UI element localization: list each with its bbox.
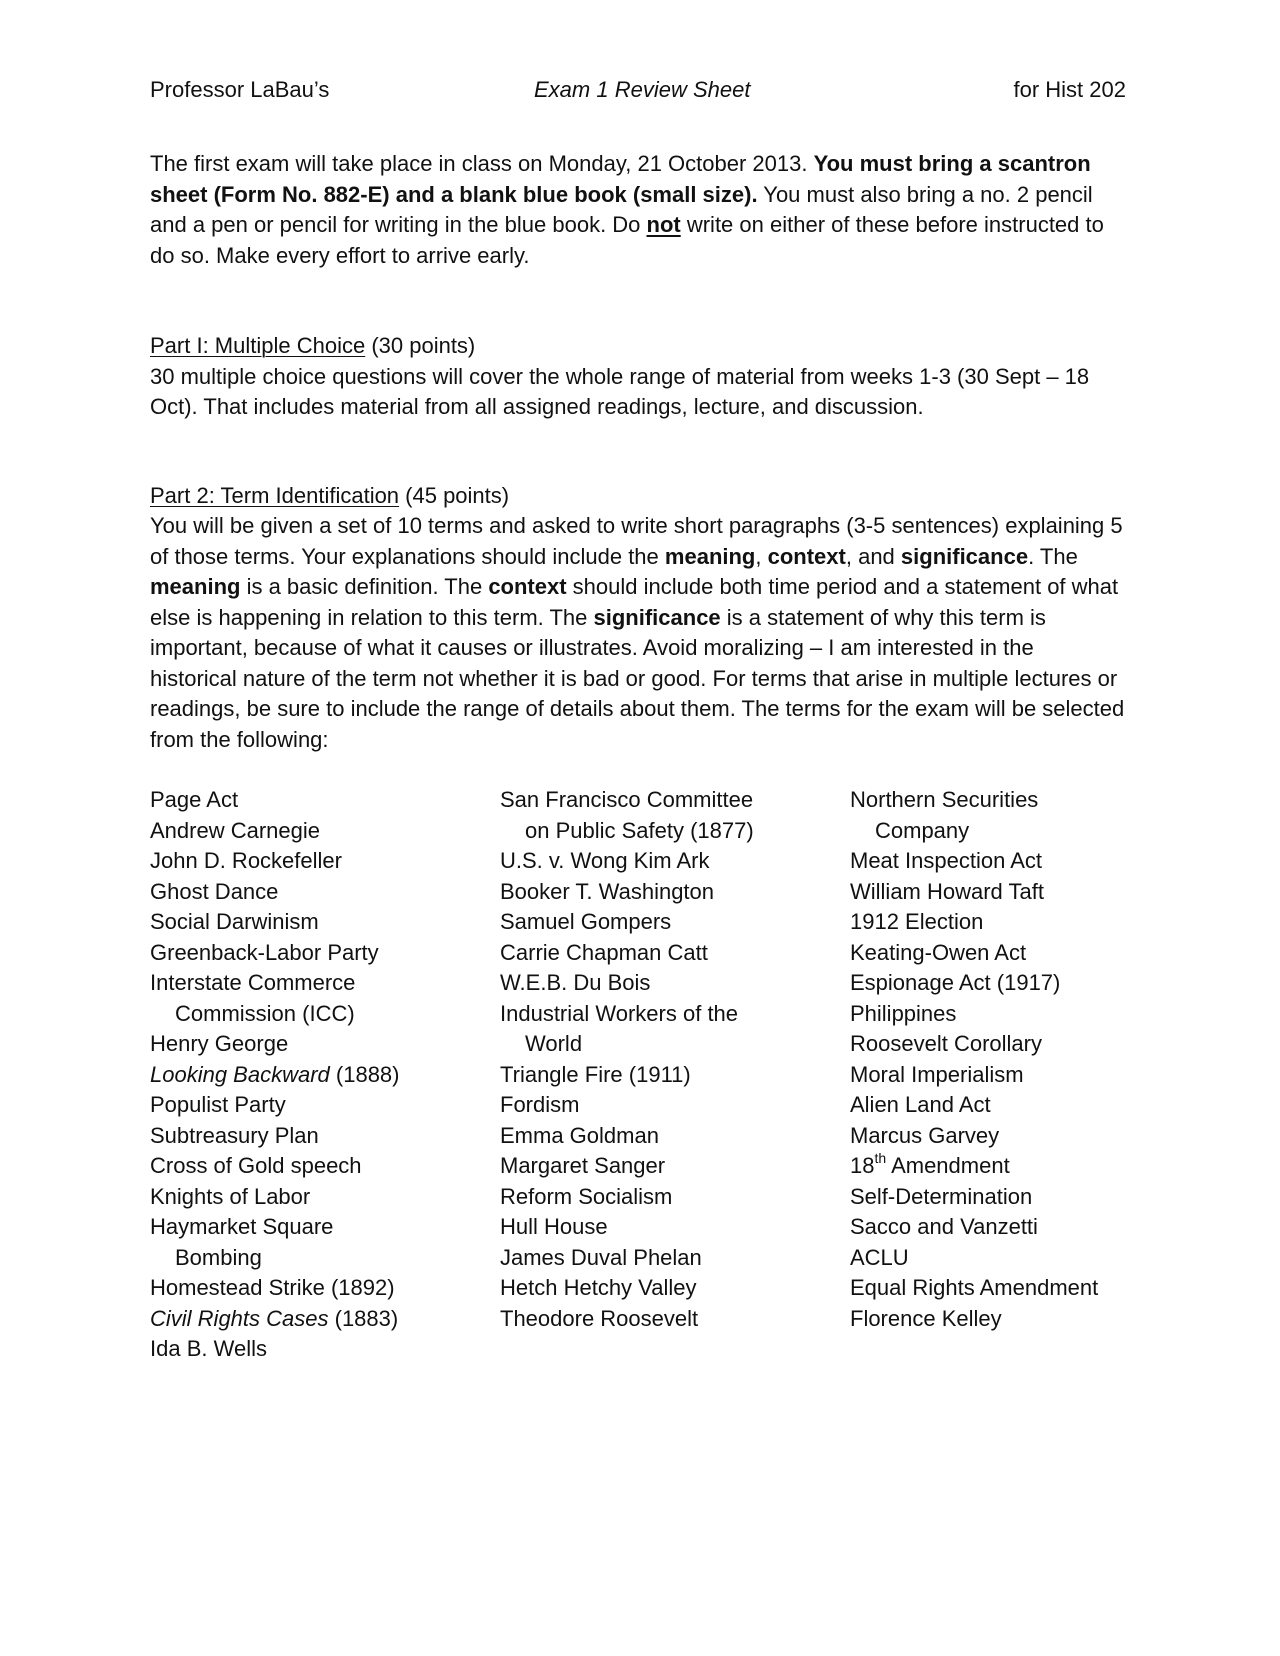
term-item-continuation [500, 816, 850, 847]
term-item: William Howard Taft [850, 878, 1044, 904]
term-italic-title: Looking Backward [150, 1061, 330, 1087]
part1-body: 30 multiple choice questions will cover the whole range of material from weeks 1-3 (30 Sept – 18 Oct). That includes material from all assigned readings, lecture, and discussion. [150, 363, 1090, 419]
term-superscript: th [874, 1149, 887, 1166]
header-course: for Hist 202 [1013, 77, 1126, 102]
term-item-continuation [150, 999, 500, 1030]
term-continuation-text: on Public Safety (1877) [525, 817, 754, 843]
intro-bold-requirement: You must bring a scantron sheet (Form No. 882-E) and a blank blue book (small size). [150, 151, 1091, 207]
term-item-continuation [850, 816, 1126, 847]
intro-text-2: You must also bring a no. 2 pencil and a pen or pencil for writing in the blue book. Do [150, 181, 1093, 237]
term-continuation-text: Commission (ICC) [175, 1000, 355, 1026]
term-continuation-text: Company [875, 817, 970, 843]
term-item: Equal Rights Amendment [850, 1275, 1099, 1300]
part2-points: (45 points) [399, 482, 510, 508]
terms-list [150, 785, 1126, 1365]
term-item: Cross of Gold speech [150, 1153, 362, 1178]
term-item: Self-Determination [850, 1183, 1033, 1209]
term-item: Ghost Dance [150, 878, 279, 904]
term-item: Theodore Roosevelt [500, 1305, 699, 1331]
part2-text-7: is a statement of why this term is important, because of what it causes or illustrates. Avoid moralizing – I am interested in the historical nature of the term not whether it is bad or good. For terms that arise in multiple lectures or readings, be sure to include the range of details about them. The terms for the exam will be selected from the following: [150, 604, 1125, 752]
term-item: Samuel Gompers [500, 909, 672, 934]
term-continuation-text: World [525, 1031, 583, 1056]
part2-title: Part 2: Term Identification [150, 482, 400, 508]
term-item: Ida B. Wells [150, 1336, 267, 1361]
header-title: Exam 1 Review Sheet [534, 77, 751, 102]
terms-column-3 [850, 785, 1126, 1365]
term-year: (1888) [329, 1061, 400, 1087]
intro-emphasis-not: not [646, 212, 681, 237]
part2-bold-context-2: context [488, 574, 567, 599]
term-item: Keating-Owen Act [850, 939, 1027, 965]
part2-text-4: . The [1028, 543, 1078, 569]
term-item: Roosevelt Corollary [850, 1031, 1042, 1056]
term-item: Page Act [150, 787, 239, 812]
part2-bold-meaning: meaning [664, 543, 756, 569]
document-page [150, 75, 1126, 1365]
term-item: Haymarket Square [150, 1214, 334, 1239]
part2-heading [150, 481, 1126, 512]
header-professor: Professor LaBau’s [150, 77, 330, 102]
term-item: Triangle Fire (1911) [500, 1061, 691, 1087]
term-item: Moral Imperialism [850, 1061, 1024, 1087]
intro-text-1: The first exam will take place in class on Monday, 21 October 2013. [150, 151, 814, 176]
term-item [850, 1151, 1126, 1182]
term-item: Industrial Workers of the [500, 1000, 739, 1026]
term-item: Henry George [150, 1031, 289, 1056]
terms-column-2 [500, 785, 850, 1365]
part2-body [150, 511, 1126, 755]
term-item: Hull House [500, 1214, 608, 1239]
term-item: Sacco and Vanzetti [850, 1214, 1038, 1239]
term-item: Social Darwinism [150, 909, 319, 934]
part2-bold-context: context [767, 543, 846, 569]
term-item: James Duval Phelan [500, 1244, 702, 1270]
term-item: Meat Inspection Act [850, 848, 1042, 873]
term-item: W.E.B. Du Bois [500, 970, 651, 995]
term-item: Booker T. Washington [500, 878, 715, 904]
part2-text-3: , and [845, 543, 901, 569]
term-item: Philippines [850, 1000, 957, 1026]
term-item: Espionage Act (1917) [850, 970, 1061, 995]
part2-text-2: , [755, 543, 768, 569]
term-text: Amendment [886, 1153, 1010, 1178]
term-item: Northern Securities [850, 787, 1039, 812]
part2-text-1: You will be given a set of 10 terms and asked to write short paragraphs (3-5 sentences) explaining 5 of those terms. Your explanations should include the [150, 513, 1123, 569]
term-item: Alien Land Act [850, 1092, 991, 1117]
part1-title: Part I: Multiple Choice [150, 333, 366, 358]
term-item-continuation [500, 1029, 850, 1060]
term-number: 18 [850, 1153, 875, 1178]
term-item: Interstate Commerce [150, 970, 356, 995]
term-item: Marcus Garvey [850, 1122, 1000, 1148]
term-item: Margaret Sanger [500, 1153, 666, 1178]
part1-points: (30 points) [365, 333, 476, 358]
term-item: Subtreasury Plan [150, 1122, 319, 1148]
part1-heading [150, 331, 1126, 362]
term-item [150, 1060, 500, 1091]
part2-bold-meaning-2: meaning [150, 574, 241, 599]
page-header [150, 75, 1126, 105]
term-item: John D. Rockefeller [150, 848, 342, 873]
term-item: Andrew Carnegie [150, 817, 320, 843]
term-item: Knights of Labor [150, 1183, 311, 1209]
term-item: Emma Goldman [500, 1122, 659, 1148]
term-year: (1883) [328, 1305, 399, 1331]
part2-text-6: should include both time period and a statement of what else is happening in relation to this term. The [150, 574, 1119, 630]
term-item: Fordism [500, 1092, 580, 1117]
term-item: Carrie Chapman Catt [500, 939, 708, 965]
term-item: Reform Socialism [500, 1183, 673, 1209]
term-item-continuation [150, 1243, 500, 1274]
part2-section [150, 481, 1126, 756]
term-item: Florence Kelley [850, 1305, 1002, 1331]
part2-bold-significance: significance [900, 543, 1029, 569]
term-item: Homestead Strike (1892) [150, 1275, 395, 1300]
part2-bold-significance-2: significance [593, 604, 721, 630]
term-item: 1912 Election [850, 909, 984, 934]
part1-section [150, 331, 1126, 423]
intro-paragraph [150, 149, 1126, 271]
part2-text-5: is a basic definition. The [240, 574, 489, 599]
term-continuation-text: Bombing [175, 1244, 262, 1270]
term-item [150, 1304, 500, 1335]
term-item: ACLU [850, 1244, 909, 1270]
term-item: Greenback-Labor Party [150, 939, 379, 965]
term-item: Hetch Hetchy Valley [500, 1275, 697, 1300]
term-italic-title: Civil Rights Cases [150, 1305, 329, 1331]
term-item: San Francisco Committee [500, 787, 754, 812]
term-item: U.S. v. Wong Kim Ark [500, 848, 710, 873]
intro-text-3: write on either of these before instructed to do so. Make every effort to arrive early. [150, 212, 1104, 268]
terms-column-1 [150, 785, 500, 1365]
term-item: Populist Party [150, 1092, 286, 1117]
